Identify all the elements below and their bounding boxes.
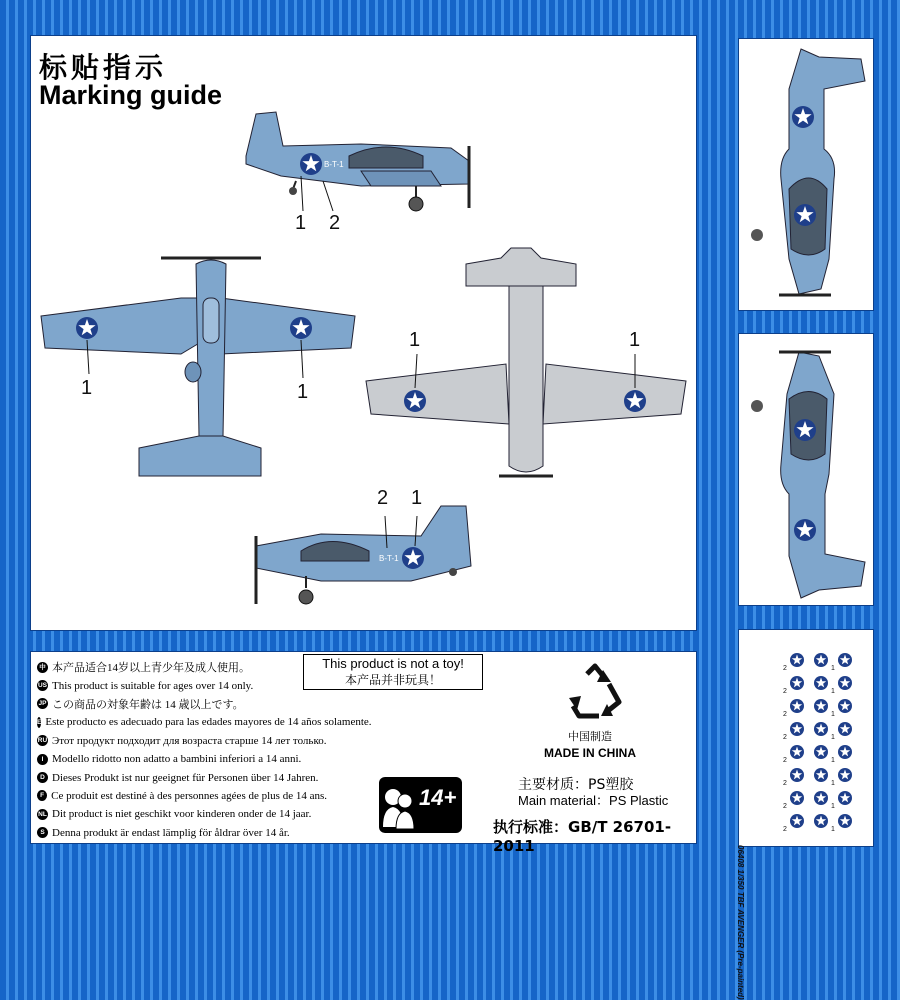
callout-1-bottom-side: 1 [411,487,423,509]
side-view-top-aircraft [246,112,469,234]
warning-text: Dit product is niet geschikt voor kinderen onder de 14 jaar. [52,808,312,821]
marking-guide-panel [30,35,697,631]
side-panel-top [738,38,874,311]
callout-1-top: 1 [295,212,307,234]
decal-number-label: 2 [783,665,787,672]
decal-sheet-panel [736,629,874,1000]
warning-text: This product is suitable for ages over 14 only. [52,679,254,692]
language-badge: S [37,827,48,838]
standard-code: 执行标准：GB/T 26701-2011 [493,818,672,855]
not-a-toy-cn: 本产品并非玩具！ [344,673,441,687]
decal-number-label: 1 [831,734,835,741]
warning-row [37,695,327,713]
language-badge: E [37,718,42,726]
warning-row [37,658,327,676]
language-badge: JP [38,700,47,708]
decal-number-label: 2 [783,757,787,764]
decal-number-label: 2 [783,688,787,695]
language-badge: D [37,772,48,783]
decal-number-label: 1 [831,711,835,718]
language-badge: RU [37,737,48,745]
not-a-toy-en: This product is not a toy! [322,656,464,671]
warning-row [37,768,327,786]
fuselage-code-top: B-T-1 [324,160,344,169]
vertical-aircraft-top [739,39,875,312]
age-warning-list [37,658,372,842]
warning-text: Ce produit est destiné à des personnes agées de plus de 14 ans. [51,789,327,802]
age-badge-text: 14+ [419,785,457,810]
warning-text: 本产品适合14岁以上青少年及成人使用。 [52,662,250,675]
decal-number-label: 2 [783,826,787,833]
decal-number-label: 1 [831,826,835,833]
callout-1-bottom-left: 1 [409,329,421,351]
decal-number-label: 2 [783,780,787,787]
callout-1-right-wing: 1 [297,381,309,403]
decal-number-label: 1 [831,688,835,695]
warning-row [37,787,327,805]
info-panel [30,651,697,855]
decal-number-label: 1 [831,665,835,672]
made-in-cn: 中国制造 [568,730,612,743]
bottom-view-right-aircraft [366,248,686,476]
made-in-en: MADE IN CHINA [544,746,636,760]
language-badge: NL [38,810,47,818]
callout-1-bottom-right: 1 [629,329,641,351]
vertical-aircraft-middle [739,334,875,607]
aircraft-drawings [31,36,698,632]
decal-sheet-grid [739,630,875,848]
not-a-toy-warning [303,654,483,690]
material-cn: 主要材质：PS塑胶 [518,777,634,793]
side-panel-middle [738,333,874,606]
callout-2-bottom-side: 2 [377,487,389,509]
recycle-icon [565,662,625,722]
warning-text: Este producto es adecuado para las edades mayores de 14 años solamente. [45,716,372,729]
callout-1-left-wing: 1 [81,377,93,399]
top-view-left-aircraft [41,258,355,476]
side-view-bottom-aircraft [256,487,471,604]
warning-text: Этот продукт подходит для возраста старше 14 лет только. [52,734,327,747]
warning-text: Modello ridotto non adatto a bambini inferiori a 14 anni. [52,753,302,766]
language-badge: I [37,754,48,765]
warning-text: Dieses Produkt ist nur geeignet für Personen über 14 Jahren. [52,771,319,784]
warning-row [37,732,327,750]
warning-row [37,750,327,768]
warning-row [37,676,327,694]
language-badge: F [37,790,47,801]
decal-number-label: 2 [783,734,787,741]
decal-number-label: 2 [783,803,787,810]
warning-row [37,824,327,842]
material-en: Main material：PS Plastic [518,793,669,808]
warning-row [37,713,372,731]
fuselage-code-bottom: B-T-1 [379,554,399,563]
callout-2-top: 2 [329,212,341,234]
decal-number-label: 2 [783,711,787,718]
decal-number-label: 1 [831,780,835,787]
age-badge [379,777,462,833]
language-badge: US [37,682,48,690]
decal-sheet-label: 06408 1/350 TBF AVENGER (Pre-painted) [736,845,745,1000]
warning-text: この商品の対象年齢は 14 歳以上です。 [52,698,244,711]
decal-number-label: 1 [831,757,835,764]
guide-title-en: Marking guide [39,80,223,110]
people-silhouette-icon [379,777,419,833]
warning-row [37,805,327,823]
decal-number-label: 1 [831,803,835,810]
guide-title-cn: 标贴指示 [39,51,168,84]
language-badge: 中 [37,662,48,673]
warning-text: Denna produkt är endast lämplig för åldrar över 14 år. [52,826,290,839]
